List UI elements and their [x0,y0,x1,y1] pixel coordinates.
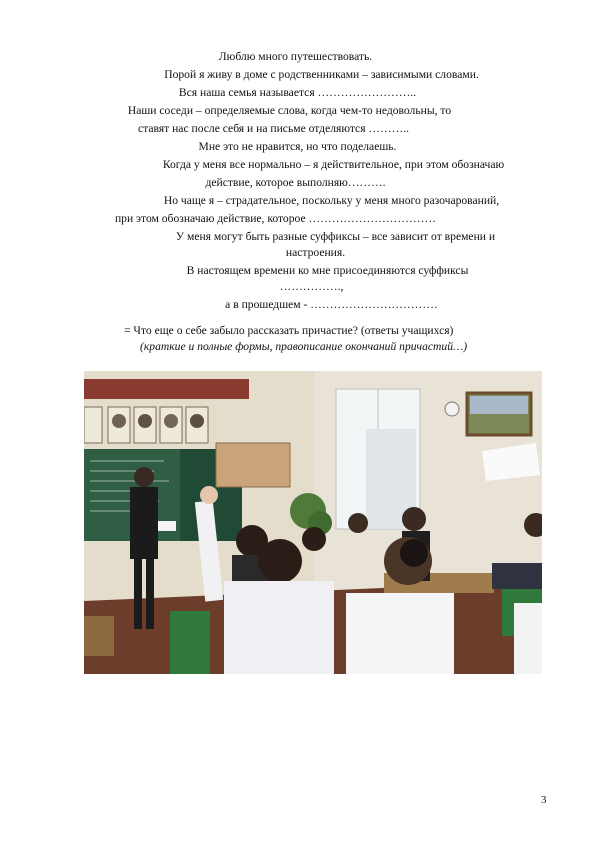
text-line-11: У меня могут быть разные суффиксы – все зависит от времени и [175,230,496,243]
text-line-6: Мне это не нравится, но что поделаешь. [198,140,397,153]
text-line-10: при этом обозначаю действие, которое …………………………… [114,212,437,225]
text-line-2: Порой я живу в доме с родственниками – зависимыми словами. [164,68,479,81]
text-line-13: В настоящем времени ко мне присоединяются суффиксы [186,264,469,277]
text-line-7: Когда у меня все нормально – я действительное, при этом обозначаю [162,158,505,171]
text-line-9: Но чаще я – страдательное, поскольку у меня много разочарований, [163,194,500,207]
text-line-1: Люблю много путешествовать. [218,50,373,63]
classroom-photo [84,371,542,674]
text-line-12: настроения. [285,246,346,259]
text-line-14: ……………., [279,280,344,293]
text-line-5: ставят нас после себя и на письме отделяются ……….. [137,122,410,135]
text-line-8: действие, которое выполняю………. [205,176,386,189]
classroom-image [84,371,542,674]
question-line: = Что еще о себе забыло рассказать причастие? (ответы учащихся) [124,324,454,337]
page-number: 3 [541,794,547,806]
text-line-4: Наши соседи – определяемые слова, когда чем-то недовольны, то [127,104,452,117]
text-line-3: Вся наша семья называется …………………….. [178,86,417,99]
question-note: (краткие и полные формы, правописание окончаний причастий…) [140,340,468,353]
text-line-15: а в прошедшем - …………………………… [225,298,438,311]
